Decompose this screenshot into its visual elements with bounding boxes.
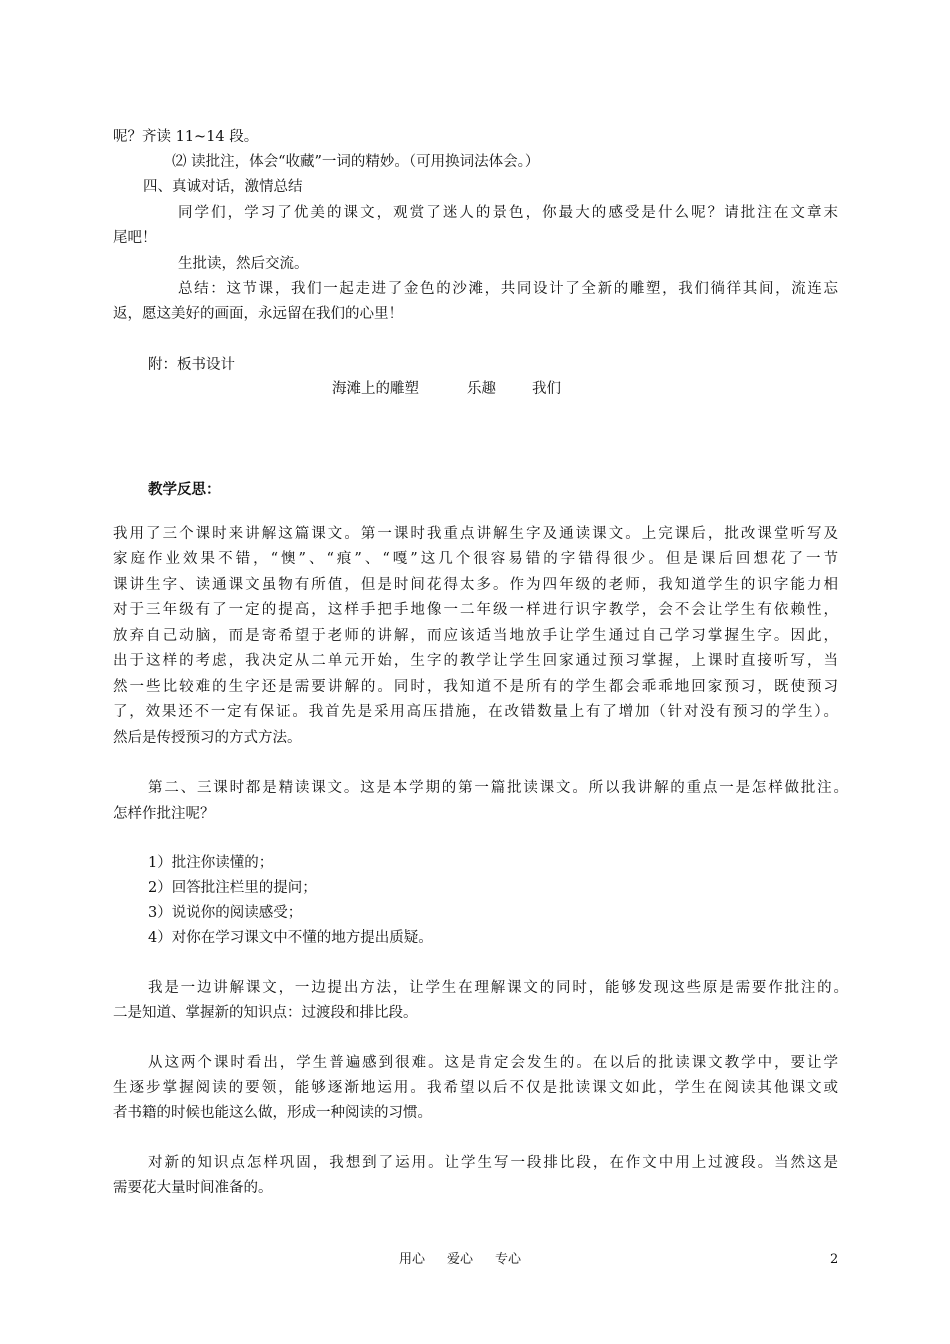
reflection-p2-line: 怎样作批注呢？ — [113, 806, 215, 822]
annotation-list-item: 4）对你在学习课文中不懂的地方提出质疑。 — [148, 930, 433, 946]
board-design-label: 附：板书设计 — [148, 357, 235, 373]
dialogue-paragraph-line1: 同学们，学习了优美的课文，观赏了迷人的景色，你最大的感受是什么呢？请批注在文章末 — [178, 205, 838, 221]
reflection-p1-line: 然一些比较难的生字还是需要讲解的。同时，我知道不是所有的学生都会乖乖地回家预习，既使预习 — [113, 679, 838, 695]
reflection-p1-line: 对于三年级有了一定的提高，这样手把手地像一二年级一样进行识字教学，会不会让学生有依赖性， — [113, 602, 838, 618]
page-number: 2 — [830, 1252, 839, 1267]
student-reading-line: 生批读，然后交流。 — [178, 256, 309, 272]
annotation-list-item: 1）批注你读懂的； — [148, 855, 274, 871]
reflection-p1-line: 然后是传授预习的方式方法。 — [113, 730, 302, 746]
section-heading-4: 四、真诚对话，激情总结 — [143, 179, 303, 195]
reflection-p4-line: 生逐步掌握阅读的要领，能够逐渐地运用。我希望以后不仅是批读课文如此，学生在阅读其他课文或 — [113, 1080, 838, 1096]
reflection-p5-line: 对新的知识点怎样巩固，我想到了运用。让学生写一段排比段，在作文中用上过渡段。当然这是 — [148, 1155, 838, 1171]
footer-motto-focus: 专心 — [495, 1252, 522, 1267]
board-item-sculpture: 海滩上的雕塑 — [332, 381, 419, 397]
footer-motto-love: 爱心 — [447, 1252, 474, 1267]
dialogue-paragraph-line2: 尾吧！ — [113, 230, 157, 246]
reflection-p5-line: 需要花大量时间准备的。 — [113, 1180, 273, 1196]
reflection-p1-line: 我用了三个课时来讲解这篇课文。第一课时我重点讲解生字及通读课文。上完课后，批改课堂听写及 — [113, 526, 838, 542]
reflection-p1-line: 家庭作业效果不错，“懊”、“痕”、“嘎”这几个很容易错的字错得很少。但是课后回想花了一节 — [113, 551, 838, 567]
summary-line2: 返，愿这美好的画面，永远留在我们的心里！ — [113, 306, 403, 322]
reflection-p4-line: 从这两个课时看出，学生普遍感到很难。这是肯定会发生的。在以后的批读课文教学中，要让学 — [148, 1055, 838, 1071]
reflection-p1-line: 放弃自己动脑，而是寄希望于老师的讲解，而应该适当地放手让学生通过自己学习掌握生字。因此， — [113, 628, 838, 644]
reflection-heading: 教学反思： — [148, 481, 221, 498]
summary-line1: 总结：这节课，我们一起走进了金色的沙滩，共同设计了全新的雕塑，我们徜徉其间，流连忘 — [178, 281, 838, 297]
reflection-p1-line: 出于这样的考虑，我决定从二单元开始，生字的教学让学生回家通过预习掌握，上课时直接听写，当 — [113, 653, 838, 669]
board-item-us: 我们 — [532, 381, 561, 397]
reflection-p1-line: 了，效果还不一定有保证。我首先是采用高压措施，在改错数量上有了增加（针对没有预习的学生）。 — [113, 704, 838, 720]
board-item-fun: 乐趣 — [467, 381, 496, 397]
reflection-p2-line: 第二、三课时都是精读课文。这是本学期的第一篇批读课文。所以我讲解的重点一是怎样做批注。 — [148, 780, 848, 796]
step-2-line: ⑵ 读批注，体会“收藏”一词的精妙。（可用换词法体会。） — [172, 154, 540, 170]
annotation-list-item: 3）说说你的阅读感受； — [148, 905, 303, 921]
continued-line: 呢？齐读 11~14 段。 — [113, 129, 259, 145]
reflection-p1-line: 课讲生字、读通课文虽物有所值，但是时间花得太多。作为四年级的老师，我知道学生的识字能力相 — [113, 577, 838, 593]
reflection-p3-line: 二是知道、掌握新的知识点：过渡段和排比段。 — [113, 1005, 418, 1021]
annotation-list-item: 2）回答批注栏里的提问； — [148, 880, 317, 896]
reflection-p4-line: 者书籍的时候也能这么做，形成一种阅读的习惯。 — [113, 1105, 432, 1121]
reflection-p3-line: 我是一边讲解课文，一边提出方法，让学生在理解课文的同时，能够发现这些原是需要作批注的。 — [148, 980, 848, 996]
footer-motto-heart: 用心 — [399, 1252, 426, 1267]
